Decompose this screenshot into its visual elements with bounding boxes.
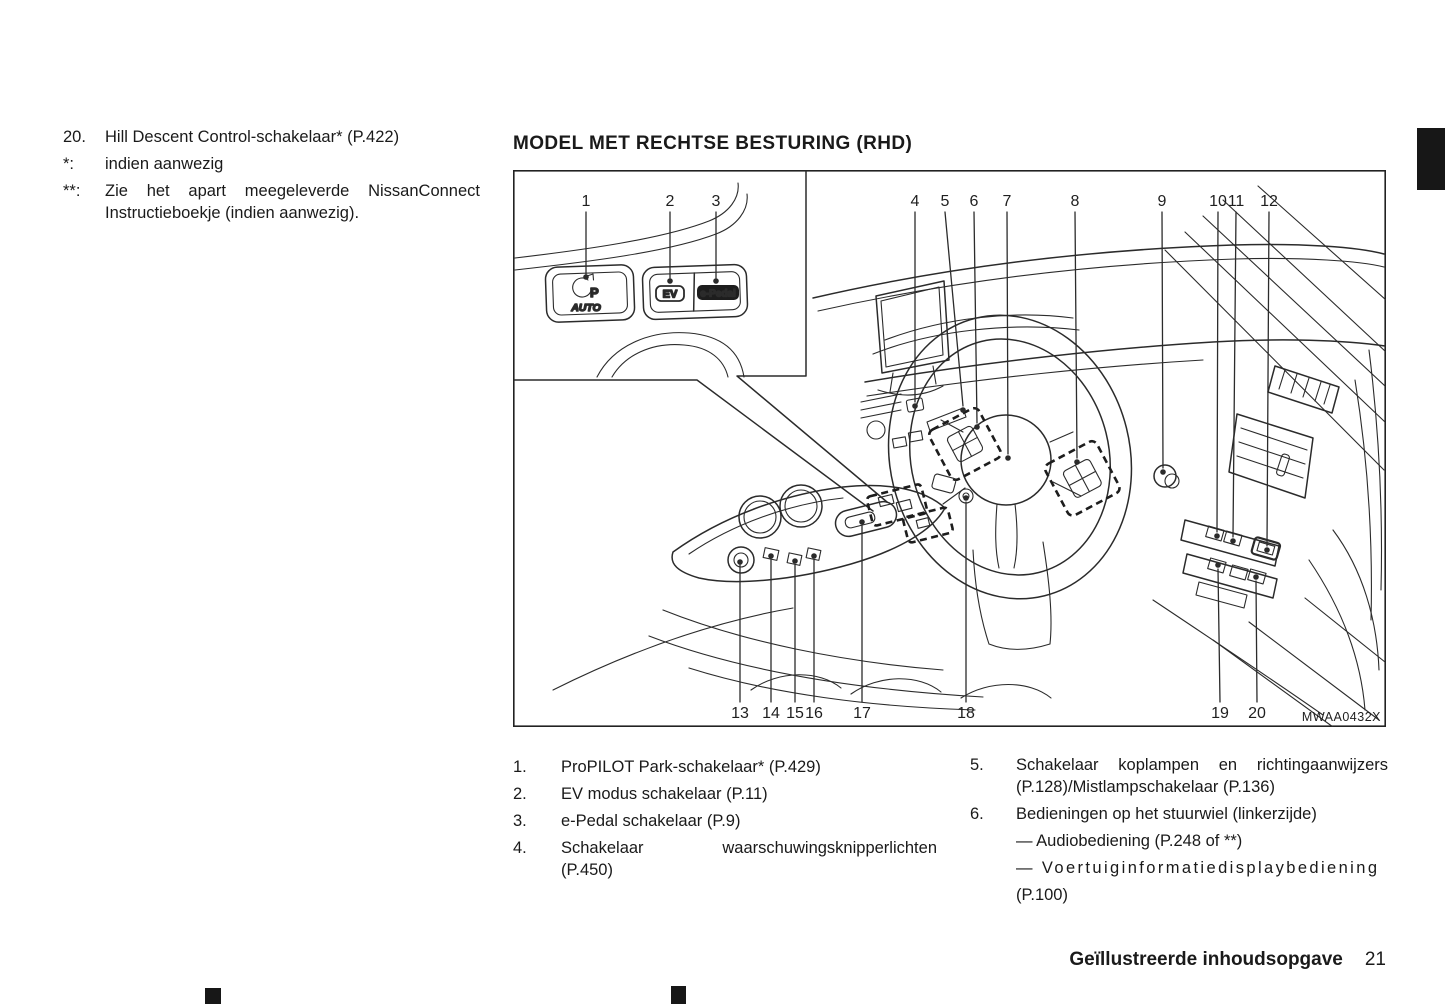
callout-8: 8 (1070, 193, 1080, 210)
footnote-doublestar-label: **: (63, 182, 81, 200)
footnote-item-20 (63, 127, 481, 149)
epedal-label: e-Pedal (700, 288, 736, 300)
legend-item-6 (970, 804, 1395, 907)
footnote-block (63, 127, 481, 230)
callout-15: 15 (786, 705, 804, 722)
callout-20: 20 (1248, 705, 1266, 722)
legend-item-4 (513, 838, 943, 881)
legend-text (1016, 755, 1388, 798)
callout-9: 9 (1157, 193, 1167, 210)
footnote-text: Hill Descent Control-schakelaar* (P.422) (105, 128, 400, 146)
print-mark (205, 988, 221, 1004)
dashboard-illustration (513, 170, 1386, 727)
callout-14: 14 (762, 705, 780, 722)
legend-text: EV modus schakelaar (P.11) (561, 785, 768, 803)
footer-chapter-title: Geïllustreerde inhoudsopgave (1069, 949, 1343, 970)
footnote-star-label: *: (63, 155, 75, 173)
legend-item-3 (513, 811, 943, 833)
legend-text (1016, 804, 1388, 907)
footnote-star-text: indien aanwezig (105, 155, 224, 173)
footnote-star (63, 154, 481, 176)
legend-left (513, 757, 943, 887)
callout-5: 5 (940, 193, 950, 210)
callout-16: 16 (805, 705, 823, 722)
legend-item-5 (970, 755, 1395, 798)
footnote-line-1: Zie het apart meegeleverde NissanConnect (105, 182, 480, 200)
propilot-auto-label: AUTO (571, 302, 601, 314)
section-title: MODEL MET RECHTSE BESTURING (RHD) (513, 133, 913, 154)
legend-subitem: — Audiobediening (P.248 of **) (1016, 831, 1243, 850)
legend-number: 6. (970, 804, 984, 823)
print-mark (671, 986, 686, 1004)
callout-4: 4 (910, 193, 920, 210)
legend-line: Schakelaar koplampen en richtingaanwijzers (1016, 756, 1388, 774)
legend-item-2 (513, 784, 943, 806)
legend-line: (P.450) (561, 860, 613, 879)
legend-number: 4. (513, 839, 527, 857)
legend-subitem: — Voertuiginformatiedisplaybediening (1016, 858, 1380, 877)
callout-3: 3 (711, 193, 721, 210)
legend-right (970, 755, 1395, 912)
legend-item-1 (513, 757, 943, 779)
footer-page-number: 21 (1364, 949, 1386, 970)
footnote-line-2: Instructieboekje (indien aanwezig). (105, 203, 360, 222)
callout-6: 6 (969, 193, 979, 210)
ev-label: EV (662, 288, 678, 301)
callout-18: 18 (957, 705, 975, 722)
legend-number: 5. (970, 756, 984, 774)
legend-line: (P.128)/Mistlampschakelaar (P.136) (1016, 777, 1275, 796)
legend-line: Bedieningen op het stuurwiel (linkerzijde) (1016, 804, 1317, 823)
legend-number: 2. (513, 785, 527, 803)
chapter-tab-mark (1417, 128, 1445, 190)
legend-subitem: (P.100) (1016, 885, 1068, 904)
legend-text (561, 838, 937, 881)
legend-text: e-Pedal schakelaar (P.9) (561, 812, 741, 830)
callout-10: 10 (1209, 193, 1227, 210)
footnote-doublestar (63, 181, 481, 224)
callout-1: 1 (581, 193, 591, 210)
callout-17: 17 (853, 705, 871, 722)
footnote-doublestar-text (105, 181, 480, 224)
figure-code: MWAA0432X (1301, 710, 1381, 724)
callout-11: 11 (1227, 193, 1245, 210)
legend-line: Schakelaar waarschuwingsknipperlichten (561, 839, 937, 857)
callout-12: 12 (1260, 193, 1278, 210)
legend-text: ProPILOT Park-schakelaar* (P.429) (561, 758, 821, 776)
callout-7: 7 (1002, 193, 1012, 210)
propilot-p-label: P (590, 285, 599, 300)
legend-number: 3. (513, 812, 527, 830)
callout-2: 2 (665, 193, 675, 210)
callout-13: 13 (731, 705, 749, 722)
legend-number: 1. (513, 758, 527, 776)
footnote-number: 20. (63, 128, 86, 146)
callout-19: 19 (1211, 705, 1229, 722)
page-footer (1069, 949, 1386, 971)
